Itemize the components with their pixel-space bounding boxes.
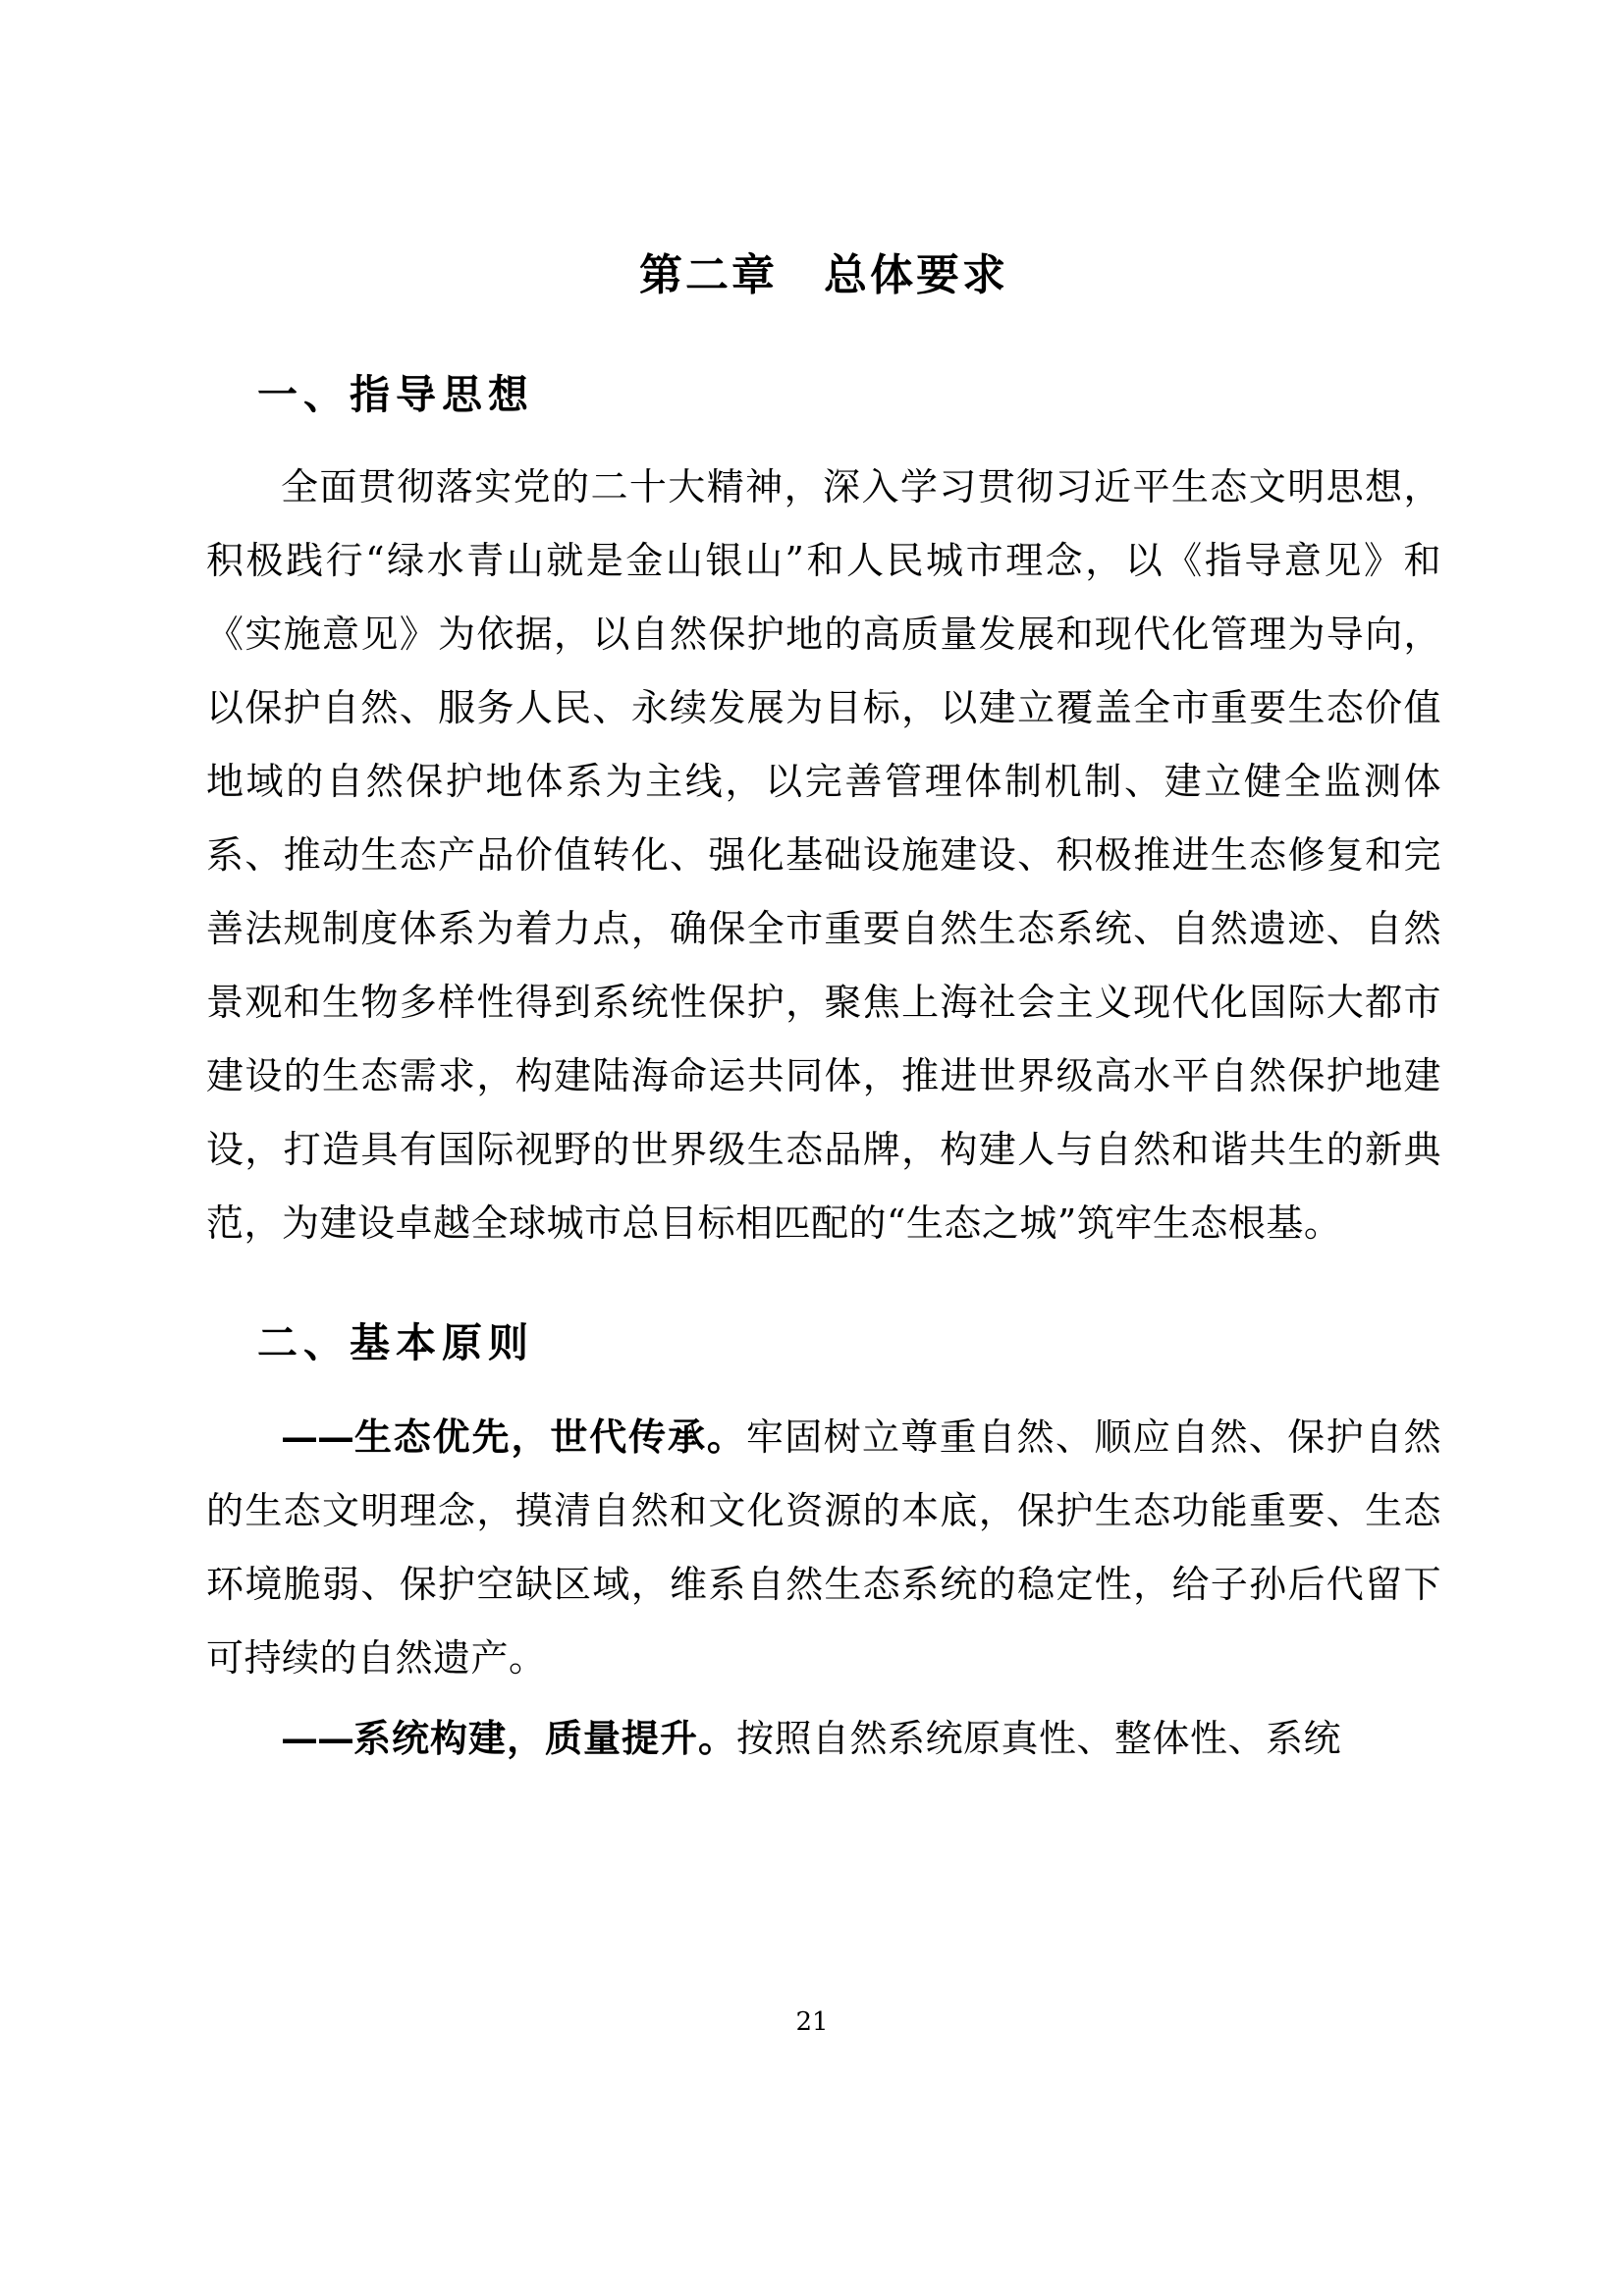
chapter-title: 第二章 总体要求: [639, 250, 1008, 300]
principle-body-systematic-construction: 按照自然系统原真性、整体性、系统: [736, 1716, 1342, 1760]
paragraph-guiding-ideology: 全面贯彻落实党的二十大精神，深入学习贯彻习近平生态文明思想，积极践行“绿水青山就是金山银山”和人民城市理念，以《指导意见》和《实施意见》为依据，以自然保护地的高质量发展和现代化管理为导向，以保护自然、服务人民、永续发展为目标，以建立覆盖全市重要生态价值地域的自然保护地体系为主线，以完善管理体制机制、建立健全监测体系、推动生态产品价值转化、强化基础设施建设、积极推进生态修复和完善法规制度体系为着力点，确保全市重要自然生态系统、自然遗迹、自然景观和生物多样性得到系统性保护，聚焦上海社会主义现代化国际大都市建设的生态需求，构建陆海命运共同体，推进世界级高水平自然保护地建设，打造具有国际视野的世界级生态品牌，构建人与自然和谐共生的新典范，为建设卓越全球城市总目标相匹配的“生态之城”筑牢生态根基。: [206, 465, 1441, 1246]
paragraph-principle-systematic-construction: [206, 1701, 1441, 1776]
principle-lead-ecology-first: 生态优先，世代传承。: [353, 1414, 746, 1459]
principle-lead-systematic-construction: 系统构建，质量提升。: [353, 1715, 737, 1760]
section-heading-basic-principles: 二、基本原则: [257, 1319, 534, 1367]
principle-dash-2: ——: [281, 1715, 353, 1760]
principle-body-ecology-first: 牢固树立尊重自然、顺应自然、保护自然的生态文明理念，摸清自然和文化资源的本底，保护生态功能重要、生态环境脆弱、保护空缺区域，维系自然生态系统的稳定性，给子孙后代留下可持续的自然遗产。: [206, 1415, 1441, 1680]
section-heading-guiding-ideology: 一、指导思想: [257, 370, 534, 418]
page-content: [206, 245, 1441, 1776]
paragraph-principle-ecology-first: [206, 1400, 1441, 1695]
page-number: 21: [795, 2007, 829, 2037]
principle-dash: ——: [281, 1414, 353, 1459]
